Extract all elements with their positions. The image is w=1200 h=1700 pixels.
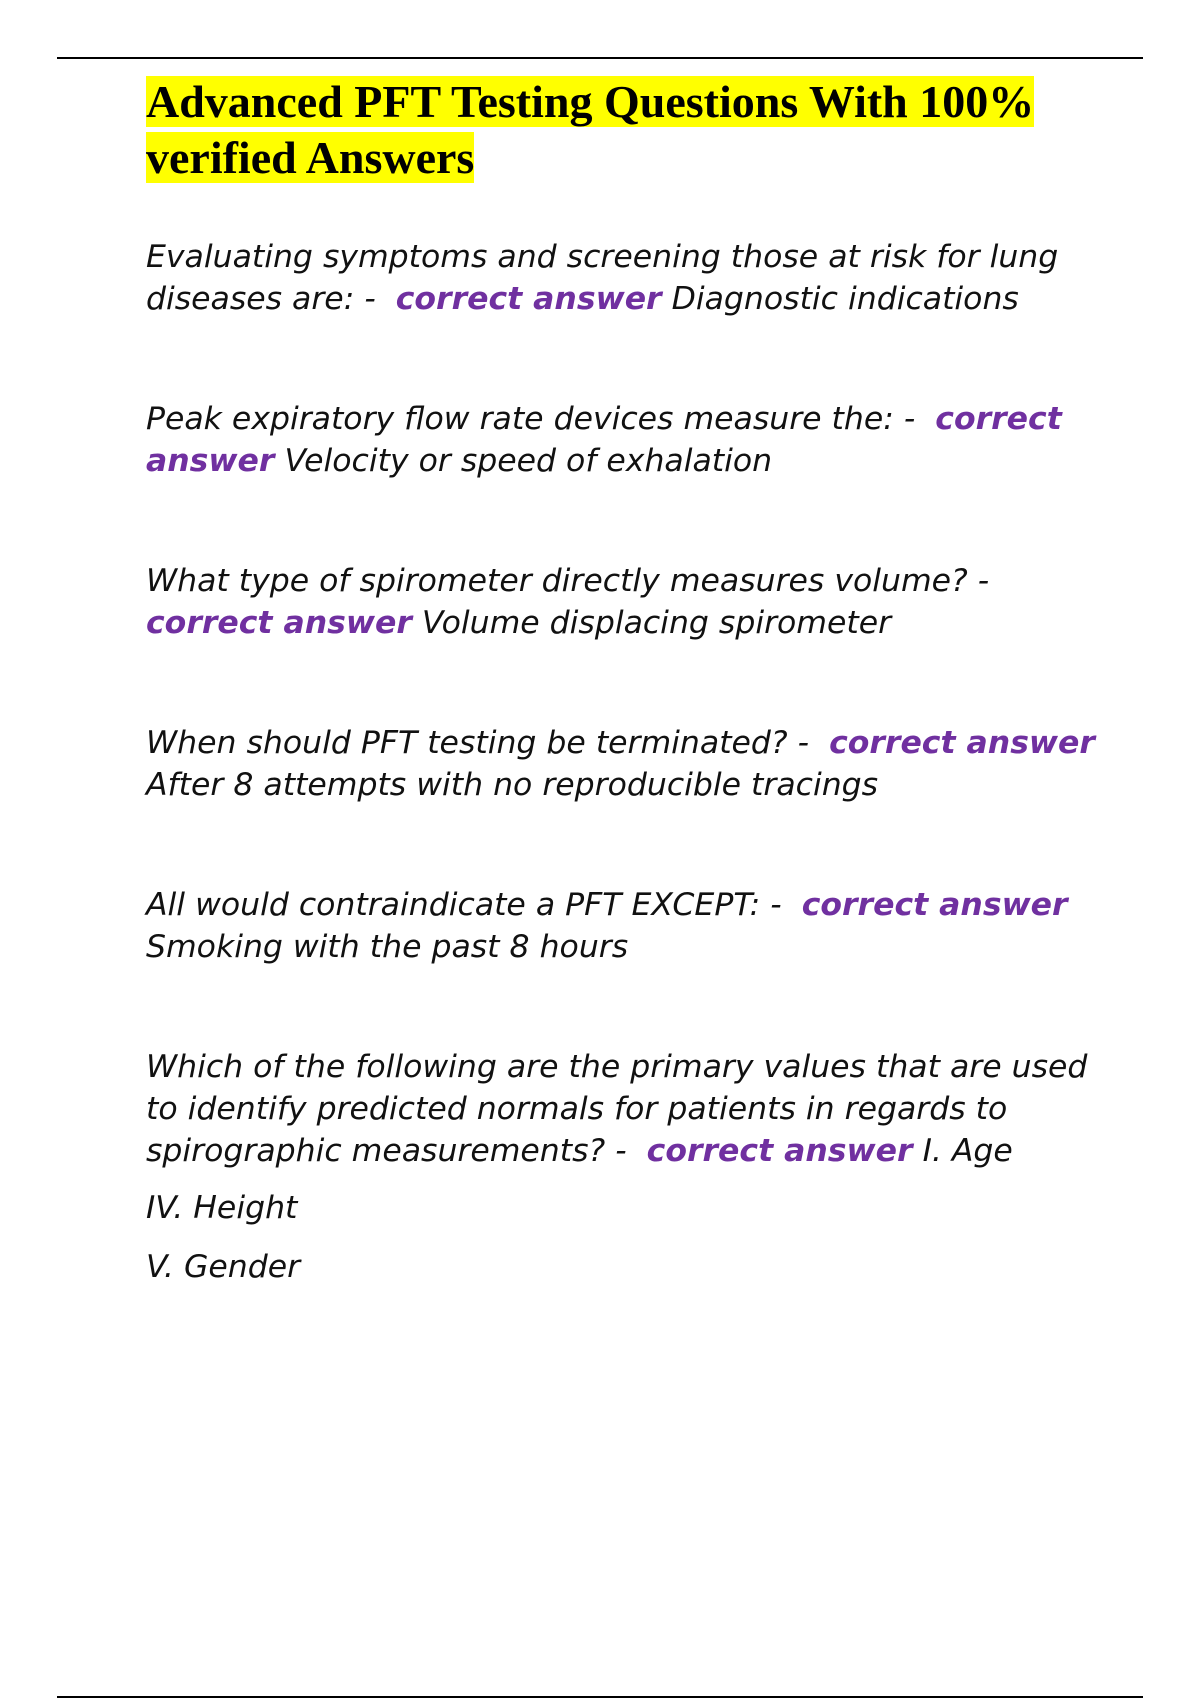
answer-text: Velocity or speed of exhalation xyxy=(284,443,773,479)
answer-extra-line-2: V. Gender xyxy=(146,1249,301,1285)
qa-item-6-main xyxy=(146,1046,1096,1172)
answer-text: After 8 attempts with no reproducible tracings xyxy=(146,767,879,803)
bottom-rule xyxy=(57,1696,1143,1698)
top-rule xyxy=(57,57,1143,59)
qa-item-2 xyxy=(146,398,1096,482)
correct-answer-label: correct answer xyxy=(646,1133,913,1169)
question-text: Evaluating symptoms and screening those at risk for lung diseases are: - xyxy=(146,239,1059,317)
question-text: What type of spirometer directly measures volume? - xyxy=(146,563,990,599)
qa-item-3 xyxy=(146,560,1096,644)
qa-item-1 xyxy=(146,236,1096,320)
correct-answer-label: correct answer xyxy=(146,605,412,641)
answer-text: Diagnostic indications xyxy=(671,281,1019,317)
qa-item-4 xyxy=(146,722,1096,806)
correct-answer-label: correct answer xyxy=(801,887,1068,923)
answer-text: I. Age xyxy=(922,1133,1013,1169)
document-page xyxy=(146,74,1096,1285)
correct-answer-label: correct answer xyxy=(146,401,1062,479)
question-text: Which of the following are the primary values that are used to identify predicted normals for patients in regards to spirographic measurements? - xyxy=(146,1049,1088,1169)
correct-answer-label: correct answer xyxy=(395,281,662,317)
title-line-2: verified Answers xyxy=(146,132,475,183)
question-text: All would contraindicate a PFT EXCEPT: - xyxy=(146,887,782,923)
qa-item-6 xyxy=(146,1046,1096,1288)
answer-extra-line-1: IV. Height xyxy=(146,1190,298,1226)
title-line-1: Advanced PFT Testing Questions With 100% xyxy=(146,76,1035,127)
answer-text: Volume displacing spirometer xyxy=(421,605,892,641)
question-text: Peak expiratory flow rate devices measure the: - xyxy=(146,401,916,437)
answer-text: Smoking with the past 8 hours xyxy=(146,929,629,965)
correct-answer-label: correct answer xyxy=(829,725,1095,761)
document-title xyxy=(146,74,1096,186)
question-text: When should PFT testing be terminated? - xyxy=(146,725,810,761)
qa-item-5 xyxy=(146,884,1096,968)
